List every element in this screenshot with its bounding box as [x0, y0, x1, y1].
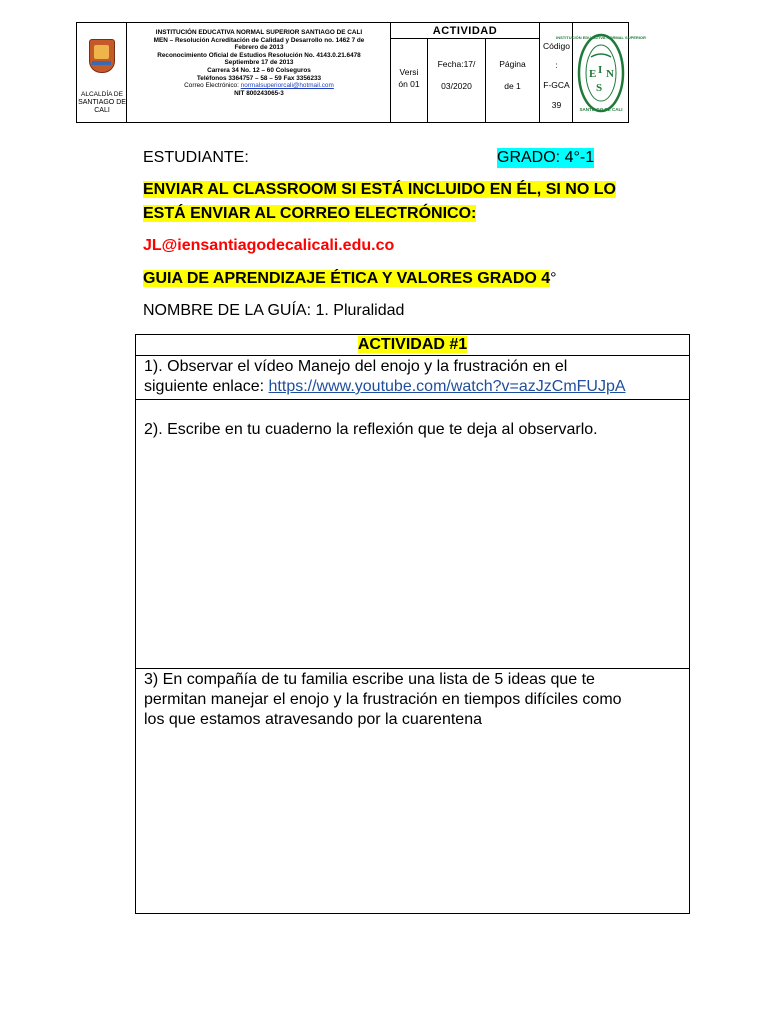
institution-email-link[interactable]: normalsuperiorcali@hotmail.com: [240, 82, 334, 90]
instructions-line1: [143, 180, 616, 200]
institution-accreditation-date: Febrero de 2013: [234, 44, 284, 52]
header-activity-cell: [391, 23, 573, 122]
activity-item-3: [136, 669, 689, 913]
page-cell: [486, 39, 540, 123]
date-cell: [428, 39, 486, 123]
institution-recognition: Reconocimiento Oficial de Estudios Resolución No. 4143.0.21.6478: [157, 51, 361, 59]
city-coat-of-arms-logo: [89, 39, 115, 73]
logo-caption: [77, 91, 127, 115]
institution-recognition-date: Septiembre 17 de 2013: [224, 59, 294, 67]
activity-table: [135, 334, 690, 914]
activity-item-2-text: 2). Escribe en tu cuaderno la reflexión que te deja al observarlo.: [144, 421, 598, 438]
activity-item-3-line2: permitan manejar el enojo y la frustración en tiempos difíciles como: [144, 691, 622, 708]
institution-info: [130, 29, 388, 97]
seal-letter-e: E: [589, 68, 597, 80]
activity-item-1-text: [144, 357, 684, 397]
seal-letter-n: N: [606, 68, 614, 80]
video-link[interactable]: https://www.youtube.com/watch?v=azJzCmFUJpA: [268, 378, 626, 395]
activity-item-1-line1: 1). Observar el vídeo Manejo del enojo y la frustración en el: [144, 358, 568, 375]
document-header: [76, 22, 646, 123]
teacher-email[interactable]: JL@iensantiagodecalicali.edu.co: [143, 237, 395, 254]
logo-caption-line1: ALCALDÍA DE: [81, 91, 123, 98]
activity-title: ACTIVIDAD #1: [357, 336, 468, 353]
guide-title-text: GUIA DE APRENDIZAJE ÉTICA Y VALORES GRADO 4: [143, 270, 551, 287]
logo-caption-line2: SANTIAGO DE CALI: [78, 99, 126, 114]
code-line2: :: [555, 60, 558, 70]
guide-title: [143, 269, 557, 289]
activity-header-title: ACTIVIDAD: [391, 23, 540, 39]
seal-letter-i: I: [598, 64, 603, 76]
guide-name: NOMBRE DE LA GUÍA: 1. Pluralidad: [143, 302, 405, 319]
page-line2: de 1: [504, 81, 521, 91]
header-institution-cell: [127, 23, 391, 122]
activity-item-1-prefix: siguiente enlace:: [144, 378, 269, 395]
date-line2: 03/2020: [441, 81, 472, 91]
activity-item-1-line2: [144, 377, 684, 397]
version-line1: Versi: [399, 67, 419, 77]
institution-nit: NIT 800243065-3: [234, 89, 284, 97]
activity-item-3-text: [144, 670, 684, 730]
instructions-line1-text: ENVIAR AL CLASSROOM SI ESTÁ INCLUIDO EN ÉL, SI NO LO: [143, 181, 616, 198]
code-line1: Código: [543, 41, 570, 51]
student-label: ESTUDIANTE:: [143, 149, 249, 166]
date-line1: Fecha:17/: [437, 59, 476, 69]
seal-text-top: INSTITUCIÓN EDUCATIVA NORMAL SUPERIOR: [556, 35, 646, 40]
guide-title-suffix: °: [550, 270, 557, 287]
seal-text-bottom: SANTIAGO DE CALI: [579, 107, 623, 112]
page-line1: Página: [499, 59, 526, 69]
instructions-line2-text: ESTÁ ENVIAR AL CORREO ELECTRÓNICO:: [143, 205, 477, 222]
grade-label: GRADO: 4°-1: [497, 149, 595, 166]
code-line4: 39: [551, 100, 562, 110]
institution-phones: Teléfonos 3364757 – 58 – 59 Fax 3356233: [196, 74, 322, 82]
instructions-line2: [143, 204, 476, 224]
seal-letter-s: S: [596, 82, 603, 94]
activity-item-3-line3: los que estamos atravesando por la cuarentena: [144, 711, 482, 728]
activity-item-2: [136, 400, 689, 669]
institution-email-line: [130, 82, 388, 90]
institution-address: Carrera 34 No. 12 – 60 Colseguros: [207, 66, 311, 74]
header-logo-cell: [77, 23, 127, 122]
version-line2: ón 01: [398, 79, 420, 89]
institution-name: INSTITUCIÓN EDUCATIVA NORMAL SUPERIOR SANTIAGO DE CALI: [155, 29, 363, 36]
version-cell: [391, 39, 428, 123]
institution-email-label: Correo Electrónico:: [184, 82, 241, 90]
code-line3: F-GCA: [543, 80, 570, 90]
activity-table-header: [136, 335, 689, 356]
institution-accreditation: MEN – Resolución Acreditación de Calidad y Desarrollo no. 1462 7 de: [153, 36, 365, 44]
activity-item-1: [136, 356, 689, 400]
activity-item-3-line1: 3) En compañía de tu familia escribe una lista de 5 ideas que te: [144, 671, 595, 688]
